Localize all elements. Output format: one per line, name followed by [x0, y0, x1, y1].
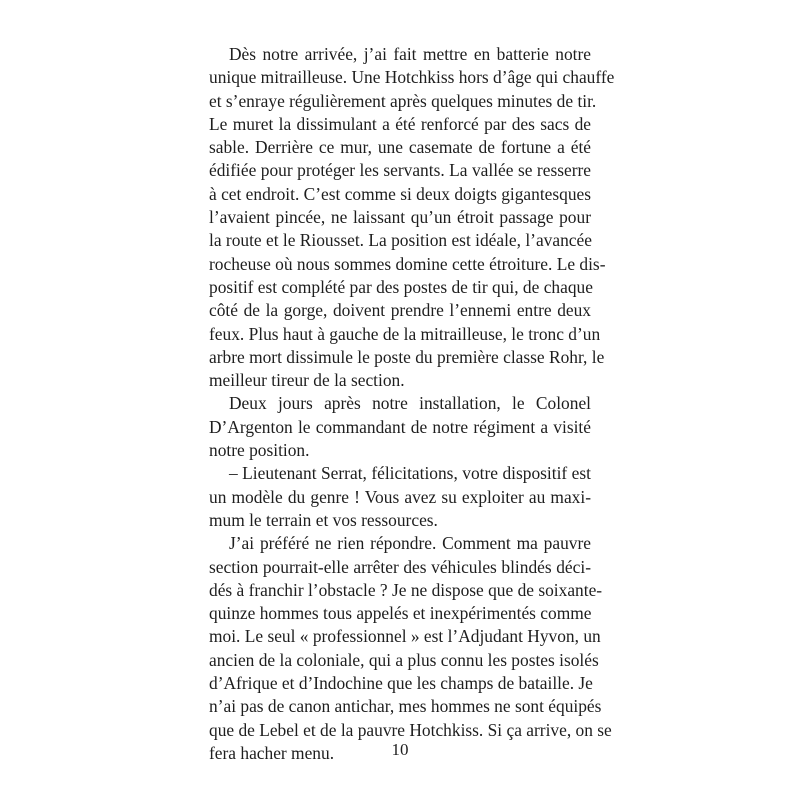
- text-line: l’avaient pincée, ne laissant qu’un étroit passage pour: [209, 207, 591, 228]
- text-line: édifiée pour protéger les servants. La vallée se resserre: [209, 160, 591, 181]
- paragraph: [209, 532, 612, 765]
- text-line: Le muret la dissimulant a été renforcé par des sacs de: [209, 113, 591, 134]
- text-line: arbre mort dissimule le poste du première classe Rohr, le: [209, 346, 605, 367]
- body-text: [209, 43, 615, 765]
- text-line: quinze hommes tous appelés et inexpérimentés comme: [209, 603, 592, 624]
- text-line: – Lieutenant Serrat, félicitations, votre dispositif est: [229, 463, 591, 484]
- text-line: unique mitrailleuse. Une Hotchkiss hors d’âge qui chauffe: [209, 67, 615, 88]
- paragraph: [209, 462, 591, 532]
- text-line: mum le terrain et vos ressources.: [209, 509, 438, 530]
- text-line: moi. Le seul « professionnel » est l’Adjudant Hyvon, un: [209, 626, 601, 647]
- paragraph: [209, 43, 615, 392]
- text-line: Deux jours après notre installation, le Colonel: [229, 393, 591, 414]
- text-line: côté de la gorge, doivent prendre l’ennemi entre deux: [209, 300, 591, 321]
- text-line: dés à franchir l’obstacle ? Je ne dispose que de soixante-: [209, 579, 603, 600]
- text-line: fera hacher menu.: [209, 742, 335, 763]
- text-line: rocheuse où nous sommes domine cette étroiture. Le dis-: [209, 253, 606, 274]
- text-line: un modèle du genre ! Vous avez su exploiter au maxi-: [209, 486, 591, 507]
- text-line: D’Argenton le commandant de notre régiment a visité: [209, 416, 591, 437]
- text-line: sable. Derrière ce mur, une casemate de fortune a été: [209, 137, 591, 158]
- text-line: positif est complété par des postes de tir qui, de chaque: [209, 276, 593, 297]
- text-line: d’Afrique et d’Indochine que les champs de bataille. Je: [209, 673, 593, 694]
- text-line: feux. Plus haut à gauche de la mitrailleuse, le tronc d’un: [209, 323, 601, 344]
- text-line: que de Lebel et de la pauvre Hotchkiss. Si ça arrive, on se: [209, 719, 612, 740]
- page-number: 10: [391, 740, 409, 759]
- text-line: J’ai préféré ne rien répondre. Comment ma pauvre: [229, 533, 591, 554]
- text-line: à cet endroit. C’est comme si deux doigts gigantesques: [209, 183, 592, 204]
- text-line: notre position.: [209, 440, 310, 461]
- text-line: ancien de la coloniale, qui a plus connu les postes isolés: [209, 649, 599, 670]
- text-line: n’ai pas de canon antichar, mes hommes ne sont équipés: [209, 696, 602, 717]
- text-line: la route et le Riousset. La position est idéale, l’avancée: [209, 230, 592, 251]
- text-line: section pourrait-elle arrêter des véhicules blindés déci-: [209, 556, 591, 577]
- text-line: et s’enraye régulièrement après quelques minutes de tir.: [209, 90, 597, 111]
- paragraph: [209, 392, 591, 462]
- text-line: Dès notre arrivée, j’ai fait mettre en batterie notre: [229, 44, 591, 64]
- text-line: meilleur tireur de la section.: [209, 370, 405, 391]
